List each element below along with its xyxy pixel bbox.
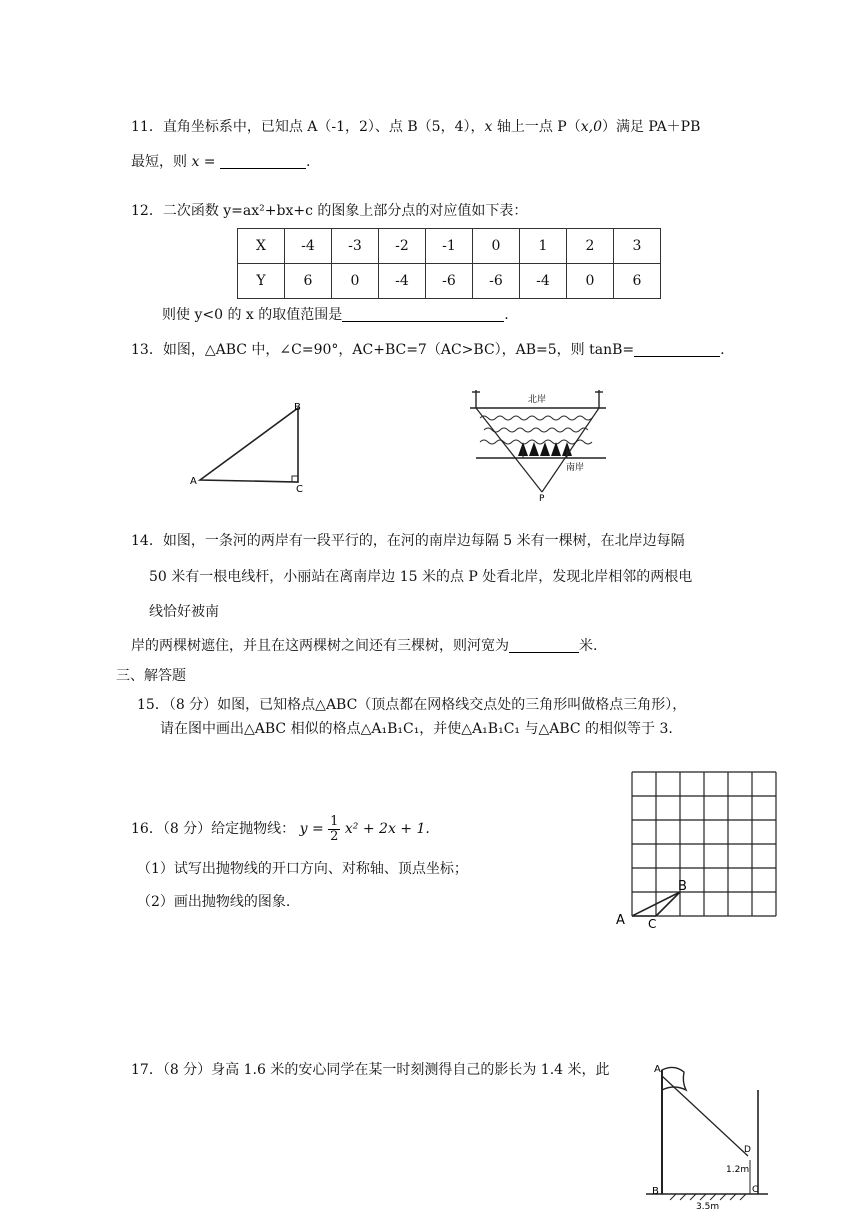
q11-text-d: 最短，则 (131, 154, 192, 170)
q13-label-a: A (190, 476, 197, 487)
table-cell: -4 (379, 264, 426, 299)
q17-label-d: D (744, 1145, 751, 1155)
table-cell: -4 (285, 229, 332, 264)
table-cell: -3 (332, 229, 379, 264)
q12-answer-blank[interactable] (342, 307, 504, 322)
table-cell: 6 (285, 264, 332, 299)
q14-line4 (131, 637, 597, 655)
table-cell: 1 (520, 229, 567, 264)
q11-text-c: ）满足 PA＋PB (601, 119, 701, 135)
q16-fraction (328, 815, 340, 844)
table-cell: X (238, 229, 285, 264)
q12-value-table (237, 228, 661, 299)
q17-label-a: A (654, 1064, 661, 1075)
q16-part2: （2）画出抛物线的图象. (137, 894, 291, 910)
q11-period: . (306, 154, 311, 170)
q11-text-a: 11．直角坐标系中，已知点 A（-1，2）、点 B（5，4）， (131, 119, 485, 135)
table-cell: -2 (379, 229, 426, 264)
table-cell: 6 (614, 264, 661, 299)
q12-question (162, 306, 509, 324)
q12-intro: 12．二次函数 y=ax²+bx+c 的图象上部分点的对应值如下表： (131, 203, 528, 219)
table-row (238, 229, 661, 264)
q12-question-text: 则使 y<0 的 x 的取值范围是 (162, 307, 343, 323)
q17-line: 17．（8 分）身高 1.6 米的安心同学在某一时刻测得自己的影长为 1.4 米，此 (131, 1062, 610, 1078)
q14-line1: 14．如图，一条河的两岸有一段平行的，在河的南岸边每隔 5 米有一棵树，在北岸边每隔 (131, 533, 685, 549)
q16-frac-num: 1 (330, 813, 339, 829)
section-heading: 三、解答题 (116, 668, 186, 684)
q15-label-c: C (648, 917, 657, 931)
q13-label-b: B (294, 402, 301, 413)
q12-period: . (504, 307, 509, 323)
q11-line2 (131, 153, 310, 171)
q16-eq-lhs: y = (299, 821, 324, 837)
q17-label-c: C (752, 1185, 759, 1195)
q15-label-b: B (678, 879, 687, 894)
table-cell: -4 (520, 264, 567, 299)
q17-flagpole-figure (640, 1060, 790, 1210)
table-row (238, 264, 661, 299)
table-cell: 0 (473, 229, 520, 264)
q14-line4-text: 岸的两棵树遮住，并且在这两棵树之间还有三棵树，则河宽为 (131, 638, 509, 654)
q16-frac-den: 2 (330, 828, 339, 844)
q14-label-north: 北岸 (528, 395, 547, 405)
q11-answer-blank[interactable] (220, 154, 306, 169)
q15-line2: 请在图中画出△ABC 相似的格点△A₁B₁C₁，并使△A₁B₁C₁ 与△ABC 的相似等于 3. (160, 721, 673, 737)
table-cell: Y (238, 264, 285, 299)
q16-intro: 16．（8 分）给定抛物线： (131, 821, 296, 837)
table-cell: -6 (473, 264, 520, 299)
q16-eq-rhs: x² + 2x + 1. (344, 821, 430, 837)
q14-label-south: 南岸 (566, 463, 585, 473)
table-cell: 2 (567, 229, 614, 264)
q11-var-x2: x (191, 154, 200, 170)
table-cell: 0 (332, 264, 379, 299)
q17-base-label: 3.5m (696, 1202, 720, 1212)
q17-height-label: 1.2m (726, 1165, 750, 1175)
q17-label-b: B (652, 1186, 659, 1197)
q14-answer-blank[interactable] (509, 638, 579, 653)
table-cell: 0 (567, 264, 614, 299)
q14-unit: 米. (579, 638, 598, 654)
q13-text: 13．如图，△ABC 中，∠C=90°，AC+BC=7（AC>BC），AB=5，则 tanB= (131, 342, 635, 358)
q14-line3: 线恰好被南 (149, 604, 219, 620)
q16-part1: （1）试写出抛物线的开口方向、对称轴、顶点坐标； (137, 861, 468, 877)
table-cell: -6 (426, 264, 473, 299)
q11-line1 (131, 118, 700, 136)
q16-line (131, 811, 430, 847)
q13-line (131, 341, 725, 359)
q13-answer-blank[interactable] (634, 342, 720, 357)
table-cell: -1 (426, 229, 473, 264)
q15-line1: 15．（8 分）如图，已知格点△ABC（顶点都在网格线交点处的三角形叫做格点三角形）， (137, 697, 687, 713)
q11-eq: = (199, 154, 220, 170)
q15-label-a: A (616, 913, 625, 928)
q14-label-p: P (539, 494, 545, 504)
q11-point-p: x,0 (580, 119, 602, 135)
q13-triangle-figure (190, 400, 310, 495)
q14-river-figure (466, 386, 616, 504)
q11-text-b: 轴上一点 P（ (492, 119, 581, 135)
q14-line2: 50 米有一根电线杆，小丽站在离南岸边 15 米的点 P 处看北岸，发现北岸相邻的两根电 (149, 569, 693, 585)
q13-label-c: C (296, 484, 303, 495)
q13-period: . (720, 342, 725, 358)
q11-var-x: x (484, 119, 493, 135)
table-cell: 3 (614, 229, 661, 264)
q15-grid-figure (608, 762, 788, 932)
